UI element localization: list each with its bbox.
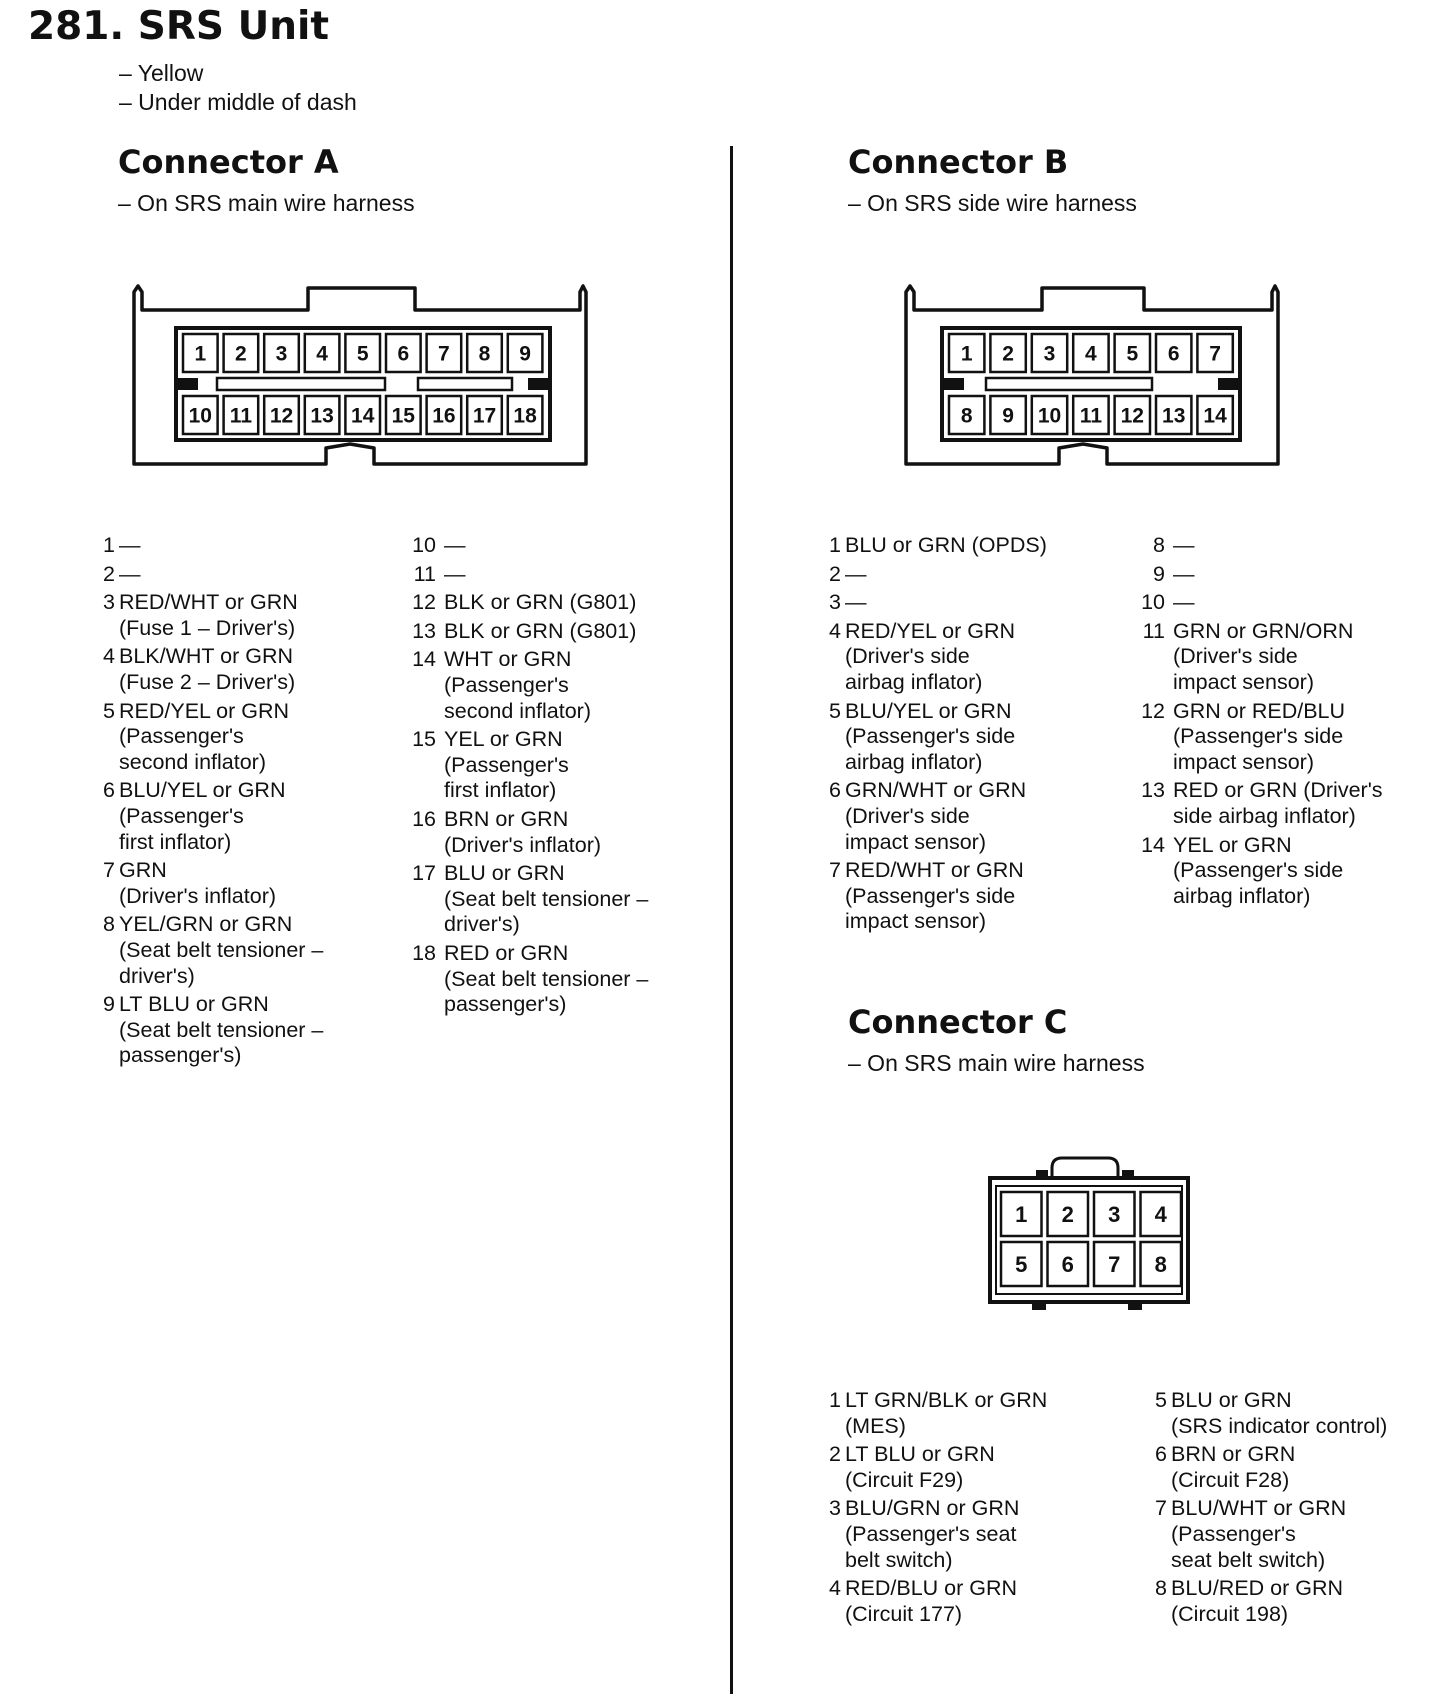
pin-wire-color: BLK or GRN (G801) bbox=[444, 590, 637, 615]
pin-entry bbox=[410, 807, 710, 858]
connector-a-pin-number: 5 bbox=[356, 342, 369, 366]
pin-description: (Fuse 2 – Driver's) bbox=[119, 669, 296, 694]
connector-a-pin-number: 2 bbox=[235, 342, 247, 366]
pin-entry bbox=[1139, 590, 1449, 616]
pin-wire-color: — bbox=[1173, 561, 1195, 586]
pin-number: 1 bbox=[829, 1388, 841, 1412]
pin-description: driver's) bbox=[444, 912, 520, 937]
pin-description: impact sensor) bbox=[1173, 669, 1314, 694]
pin-number: 18 bbox=[412, 940, 436, 965]
pin-description: seat belt switch) bbox=[1171, 1547, 1326, 1572]
pin-description: (Passenger's seat bbox=[845, 1521, 1017, 1546]
pin-entry bbox=[95, 533, 395, 559]
connector-b-pin-number: 12 bbox=[1120, 404, 1144, 428]
pin-number: 7 bbox=[103, 858, 115, 883]
connector-c-foot-right bbox=[1128, 1300, 1142, 1310]
connector-a-housing bbox=[134, 286, 586, 464]
pin-wire-color: BLU or GRN (OPDS) bbox=[845, 533, 1047, 557]
pin-wire-color: RED/BLU or GRN bbox=[845, 1576, 1018, 1601]
pin-entry bbox=[410, 727, 710, 804]
pin-entry bbox=[95, 992, 395, 1069]
pin-entry bbox=[821, 1388, 1131, 1439]
pin-entry bbox=[821, 533, 1131, 559]
pin-number: 10 bbox=[1141, 590, 1165, 615]
pin-entry bbox=[1147, 1388, 1456, 1439]
pin-number: 8 bbox=[1153, 533, 1165, 557]
connector-b-pin-number: 1 bbox=[960, 342, 973, 366]
connector-b-pin-number: 9 bbox=[1002, 404, 1014, 428]
unit-location-note: – Under middle of dash bbox=[119, 89, 357, 115]
pin-wire-color: BLU/YEL or GRN bbox=[845, 698, 1012, 723]
pin-number: 7 bbox=[829, 858, 841, 883]
connector-a-pin-number: 6 bbox=[397, 342, 410, 366]
pin-wire-color: LT BLU or GRN bbox=[119, 992, 269, 1017]
pin-wire-color: BLU or GRN bbox=[444, 861, 565, 886]
pin-description: passenger's) bbox=[119, 1043, 242, 1068]
pin-entry bbox=[821, 778, 1131, 855]
pin-wire-color: WHT or GRN bbox=[444, 647, 572, 672]
pin-description: (Passenger's bbox=[444, 752, 569, 777]
pin-entry bbox=[95, 644, 395, 695]
pin-number: 14 bbox=[1141, 832, 1165, 857]
pin-description: passenger's) bbox=[444, 992, 567, 1017]
connector-a-pin-number: 7 bbox=[438, 342, 450, 366]
pin-entry bbox=[1139, 562, 1449, 588]
connector-b-pin-number: 3 bbox=[1043, 342, 1056, 366]
connector-c-pin-number: 2 bbox=[1061, 1201, 1074, 1227]
column-divider bbox=[730, 146, 733, 1694]
pin-entry bbox=[1139, 533, 1449, 559]
pin-number: 2 bbox=[829, 561, 841, 586]
connector-c-title: Connector C bbox=[848, 1003, 1068, 1041]
connector-b-pins-col-1 bbox=[821, 533, 1131, 938]
connector-a-latch-right bbox=[418, 378, 512, 390]
unit-color-note: – Yellow bbox=[119, 60, 204, 86]
pin-description: second inflator) bbox=[119, 749, 266, 774]
pin-entry bbox=[821, 1576, 1131, 1627]
pin-entry bbox=[410, 533, 710, 559]
page-title: 281. SRS Unit bbox=[28, 4, 330, 49]
pin-description: (Passenger's bbox=[444, 672, 569, 697]
connector-c-pin-number: 4 bbox=[1154, 1201, 1167, 1227]
connector-c-diagram bbox=[982, 1148, 1202, 1318]
pin-number: 6 bbox=[829, 778, 841, 803]
pin-description: side airbag inflator) bbox=[1173, 803, 1356, 828]
pin-number: 12 bbox=[1141, 698, 1165, 723]
pin-number: 9 bbox=[103, 992, 115, 1017]
connector-b-pin-number: 14 bbox=[1203, 404, 1227, 428]
pin-wire-color: BLU/WHT or GRN bbox=[1171, 1496, 1347, 1521]
pin-description: (MES) bbox=[845, 1413, 906, 1438]
pin-number: 9 bbox=[1153, 561, 1165, 586]
pin-description: (SRS indicator control) bbox=[1171, 1413, 1388, 1438]
pin-number: 1 bbox=[829, 533, 841, 557]
pin-wire-color: — bbox=[119, 533, 141, 557]
pin-description: airbag inflator) bbox=[845, 669, 983, 694]
pin-description: (Circuit F28) bbox=[1171, 1467, 1290, 1492]
pin-number: 5 bbox=[103, 698, 115, 723]
pin-number: 3 bbox=[829, 590, 841, 615]
pin-description: (Driver's side bbox=[845, 803, 970, 828]
connector-a-pin-number: 17 bbox=[472, 404, 497, 428]
pin-number: 1 bbox=[103, 533, 115, 557]
pin-entry bbox=[1139, 833, 1449, 910]
connector-a-pin-number: 3 bbox=[275, 342, 288, 366]
pin-entry bbox=[1147, 1442, 1456, 1493]
pin-number: 4 bbox=[829, 618, 841, 643]
pin-description: driver's) bbox=[119, 963, 195, 988]
pin-description: impact sensor) bbox=[1173, 749, 1314, 774]
pin-entry bbox=[1139, 619, 1449, 696]
pin-number: 7 bbox=[1155, 1496, 1167, 1521]
connector-c-foot-left bbox=[1032, 1300, 1046, 1310]
connector-a-key-left bbox=[178, 378, 198, 390]
pin-wire-color: BLU/RED or GRN bbox=[1171, 1576, 1344, 1601]
pin-description: impact sensor) bbox=[845, 909, 986, 934]
pin-number: 3 bbox=[103, 590, 115, 615]
pin-number: 5 bbox=[1155, 1388, 1167, 1412]
pin-wire-color: YEL or GRN bbox=[1173, 832, 1292, 857]
connector-b-pin-number: 8 bbox=[960, 404, 973, 428]
pin-number: 17 bbox=[412, 861, 436, 886]
pin-wire-color: RED/WHT or GRN bbox=[845, 858, 1024, 883]
pin-number: 8 bbox=[103, 912, 115, 937]
connector-a-latch-left bbox=[217, 378, 385, 390]
connector-b-pin-number: 13 bbox=[1162, 404, 1186, 428]
connector-b-housing bbox=[906, 286, 1278, 464]
pin-description: (Seat belt tensioner – bbox=[444, 886, 649, 911]
pin-number: 4 bbox=[103, 644, 115, 669]
pin-wire-color: LT GRN/BLK or GRN bbox=[845, 1388, 1048, 1412]
pin-entry bbox=[1147, 1496, 1456, 1573]
connector-a-pin-number: 11 bbox=[229, 404, 253, 428]
connector-b-location: – On SRS side wire harness bbox=[848, 190, 1137, 216]
pin-entry bbox=[821, 858, 1131, 935]
pin-entry bbox=[410, 619, 710, 645]
pin-entry bbox=[410, 861, 710, 938]
connector-a-title: Connector A bbox=[118, 143, 339, 181]
pin-description: (Driver's inflator) bbox=[119, 883, 277, 908]
pin-description: belt switch) bbox=[845, 1547, 953, 1572]
pin-number: 12 bbox=[412, 590, 436, 615]
pin-wire-color: YEL/GRN or GRN bbox=[119, 912, 293, 937]
connector-c-pin-number: 8 bbox=[1154, 1251, 1167, 1277]
pin-description: (Passenger's bbox=[1171, 1521, 1296, 1546]
pin-description: first inflator) bbox=[119, 829, 232, 854]
pin-number: 3 bbox=[829, 1496, 841, 1521]
pin-wire-color: YEL or GRN bbox=[444, 727, 563, 752]
pin-entry bbox=[821, 619, 1131, 696]
pin-number: 8 bbox=[1155, 1576, 1167, 1601]
connector-a-pins-col-1 bbox=[95, 533, 395, 1072]
pin-description: first inflator) bbox=[444, 778, 557, 803]
pin-description: airbag inflator) bbox=[1173, 883, 1311, 908]
pin-wire-color: BLK or GRN (G801) bbox=[444, 618, 637, 643]
connector-c-lock bbox=[1052, 1158, 1118, 1178]
connector-b-title: Connector B bbox=[848, 143, 1069, 181]
pin-wire-color: — bbox=[1173, 590, 1195, 615]
connector-a-pin-number: 14 bbox=[351, 404, 375, 428]
pin-wire-color: — bbox=[845, 561, 867, 586]
pin-wire-color: — bbox=[119, 561, 141, 586]
connector-a-pins-col-2 bbox=[410, 533, 710, 1021]
connector-c-pin-number: 7 bbox=[1108, 1251, 1121, 1277]
pin-description: (Fuse 1 – Driver's) bbox=[119, 615, 296, 640]
pin-wire-color: BLU/YEL or GRN bbox=[119, 778, 286, 803]
pin-entry bbox=[1139, 699, 1449, 776]
pin-entry bbox=[95, 858, 395, 909]
pin-entry bbox=[821, 562, 1131, 588]
pin-number: 11 bbox=[1142, 618, 1165, 643]
pin-entry bbox=[95, 590, 395, 641]
connector-b-pin-number: 6 bbox=[1167, 342, 1180, 366]
pin-entry bbox=[95, 912, 395, 989]
pin-description: second inflator) bbox=[444, 698, 591, 723]
connector-b-pins-col-2 bbox=[1139, 533, 1449, 912]
pin-wire-color: BRN or GRN bbox=[444, 806, 569, 831]
pin-entry bbox=[410, 590, 710, 616]
connector-b-key-left bbox=[944, 378, 964, 390]
connector-a-pin-number: 1 bbox=[194, 342, 207, 366]
connector-c-location: – On SRS main wire harness bbox=[848, 1050, 1145, 1076]
connector-a-pin-number: 8 bbox=[478, 342, 491, 366]
pin-number: 16 bbox=[412, 806, 436, 831]
pin-wire-color: — bbox=[1173, 533, 1195, 557]
pin-wire-color: BLU or GRN bbox=[1171, 1388, 1292, 1412]
connector-a-pin-number: 4 bbox=[316, 342, 328, 366]
pin-description: (Driver's inflator) bbox=[444, 832, 602, 857]
pin-description: (Driver's side bbox=[845, 644, 970, 669]
pin-wire-color: BLU/GRN or GRN bbox=[845, 1496, 1020, 1521]
pin-wire-color: GRN or GRN/ORN bbox=[1173, 618, 1354, 643]
pin-description: (Passenger's bbox=[119, 724, 244, 749]
connector-c-pin-number: 3 bbox=[1108, 1201, 1121, 1227]
pin-description: (Passenger's bbox=[119, 803, 244, 828]
connector-a-pin-number: 9 bbox=[519, 342, 531, 366]
pin-number: 6 bbox=[103, 778, 115, 803]
pin-wire-color: — bbox=[444, 533, 466, 557]
pin-entry bbox=[821, 1442, 1131, 1493]
pin-wire-color: GRN bbox=[119, 858, 167, 883]
pin-entry bbox=[410, 562, 710, 588]
pin-wire-color: LT BLU or GRN bbox=[845, 1442, 995, 1467]
pin-number: 15 bbox=[412, 727, 436, 752]
connector-a-key-right bbox=[528, 378, 548, 390]
connector-a-pin-number: 13 bbox=[310, 404, 334, 428]
pin-entry bbox=[410, 941, 710, 1018]
connector-a-pin-number: 15 bbox=[391, 404, 415, 428]
connector-a-pin-number: 12 bbox=[269, 404, 294, 428]
connector-b-pin-number: 2 bbox=[1002, 342, 1014, 366]
pin-entry bbox=[410, 647, 710, 724]
connector-b-pin-number: 10 bbox=[1037, 404, 1062, 428]
pin-wire-color: — bbox=[444, 561, 466, 586]
pin-description: impact sensor) bbox=[845, 829, 986, 854]
connector-b-diagram bbox=[894, 282, 1294, 477]
connector-b-pin-number: 5 bbox=[1126, 342, 1139, 366]
pin-description: (Passenger's side bbox=[845, 724, 1016, 749]
connector-b-pin-number: 11 bbox=[1079, 404, 1103, 428]
pin-wire-color: RED or GRN (Driver's bbox=[1173, 778, 1383, 803]
pin-description: (Driver's side bbox=[1173, 644, 1298, 669]
pin-description: (Passenger's side bbox=[1173, 724, 1344, 749]
pin-entry bbox=[95, 778, 395, 855]
connector-c-pins-col-2 bbox=[1147, 1388, 1456, 1630]
unit-notes bbox=[119, 59, 357, 117]
pin-number: 14 bbox=[412, 647, 436, 672]
pin-wire-color: GRN or RED/BLU bbox=[1173, 698, 1346, 723]
pin-number: 2 bbox=[829, 1442, 841, 1467]
pin-number: 4 bbox=[829, 1576, 841, 1601]
pin-wire-color: BLK/WHT or GRN bbox=[119, 644, 294, 669]
pin-entry bbox=[1139, 778, 1449, 829]
pin-number: 11 bbox=[413, 561, 436, 586]
connector-c-pin-number: 6 bbox=[1061, 1251, 1074, 1277]
pin-wire-color: RED or GRN bbox=[444, 940, 569, 965]
connector-a-pin-number: 16 bbox=[432, 404, 456, 428]
pin-entry bbox=[821, 699, 1131, 776]
pin-number: 13 bbox=[1141, 778, 1165, 803]
connector-a-location: – On SRS main wire harness bbox=[118, 190, 415, 216]
pin-number: 5 bbox=[829, 698, 841, 723]
connector-b-pin-number: 7 bbox=[1209, 342, 1221, 366]
connector-b-latch bbox=[986, 378, 1152, 390]
pin-entry bbox=[95, 562, 395, 588]
pin-wire-color: RED/WHT or GRN bbox=[119, 590, 298, 615]
pin-number: 13 bbox=[412, 618, 436, 643]
pin-entry bbox=[95, 699, 395, 776]
pin-description: (Seat belt tensioner – bbox=[119, 937, 324, 962]
pin-entry bbox=[1147, 1576, 1456, 1627]
pin-number: 6 bbox=[1155, 1442, 1167, 1467]
pin-entry bbox=[821, 590, 1131, 616]
pin-description: (Circuit 177) bbox=[845, 1601, 963, 1626]
pin-wire-color: BRN or GRN bbox=[1171, 1442, 1296, 1467]
pin-description: (Circuit F29) bbox=[845, 1467, 964, 1492]
pin-number: 2 bbox=[103, 561, 115, 586]
connector-a-pin-number: 18 bbox=[513, 404, 537, 428]
pin-description: airbag inflator) bbox=[845, 749, 983, 774]
pin-description: (Seat belt tensioner – bbox=[119, 1017, 324, 1042]
pin-description: (Circuit 198) bbox=[1171, 1601, 1289, 1626]
pin-wire-color: RED/YEL or GRN bbox=[119, 698, 290, 723]
pin-wire-color: — bbox=[845, 590, 867, 615]
connector-c-pin-number: 5 bbox=[1015, 1251, 1028, 1277]
connector-b-pin-number: 4 bbox=[1085, 342, 1097, 366]
pin-description: (Passenger's side bbox=[845, 883, 1016, 908]
pin-number: 10 bbox=[412, 533, 436, 557]
pin-wire-color: RED/YEL or GRN bbox=[845, 618, 1016, 643]
pin-description: (Seat belt tensioner – bbox=[444, 966, 649, 991]
pin-wire-color: GRN/WHT or GRN bbox=[845, 778, 1027, 803]
connector-a-diagram bbox=[120, 282, 600, 477]
connector-c-pin-number: 1 bbox=[1015, 1201, 1028, 1227]
connector-c-pins-col-1 bbox=[821, 1388, 1131, 1630]
connector-b-key-right bbox=[1218, 378, 1238, 390]
pin-entry bbox=[821, 1496, 1131, 1573]
connector-a-pin-number: 10 bbox=[188, 404, 212, 428]
pin-description: (Passenger's side bbox=[1173, 858, 1344, 883]
